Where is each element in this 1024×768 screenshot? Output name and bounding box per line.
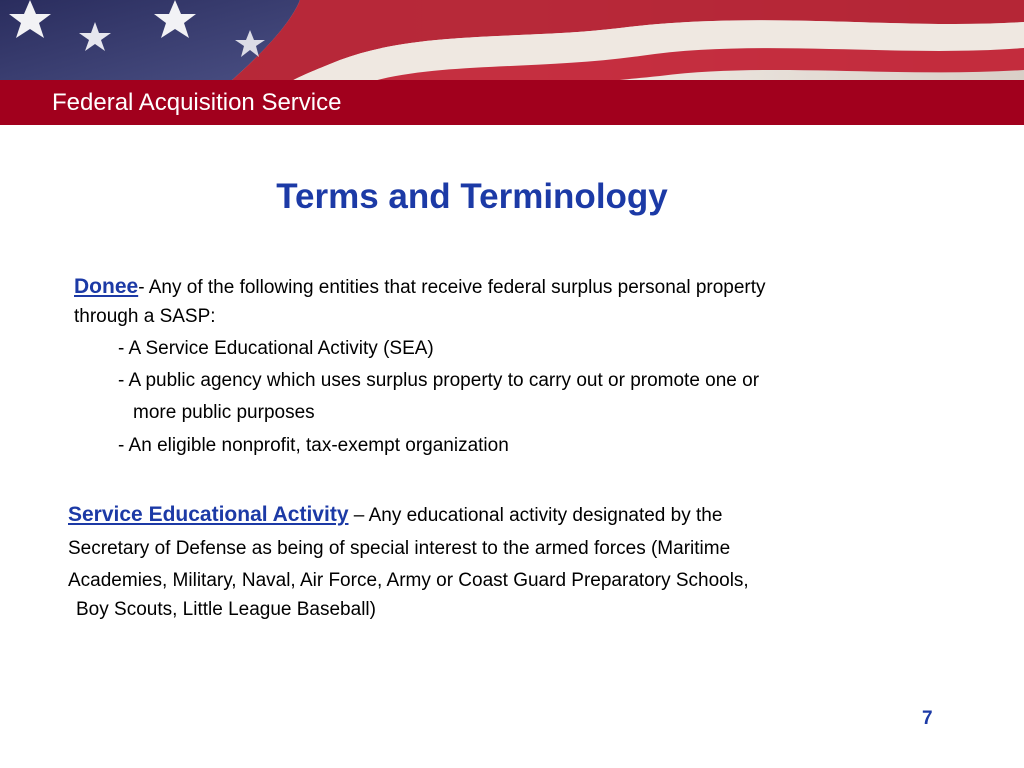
donee-definition-continuation: through a SASP: <box>74 306 216 327</box>
flag-illustration <box>0 0 1024 82</box>
donee-list-item: - A public agency which uses surplus property to carry out or promote one or <box>118 370 760 391</box>
donee-list-item: - A Service Educational Activity (SEA) <box>118 338 434 359</box>
slide-title: Terms and Terminology <box>276 177 668 216</box>
donee-definition-text: - Any of the following entities that receive federal surplus personal property <box>138 277 766 298</box>
donee-definition-line <box>74 276 766 299</box>
page-number: 7 <box>922 708 933 729</box>
agency-title: Federal Acquisition Service <box>52 89 342 116</box>
donee-term: Donee <box>74 275 139 298</box>
sea-definition-line-2: Secretary of Defense as being of special interest to the armed forces (Maritime <box>68 538 731 559</box>
donee-list-item-continuation: more public purposes <box>133 402 315 423</box>
sea-definition-line <box>68 504 722 527</box>
sea-definition-line-4: Boy Scouts, Little League Baseball) <box>76 599 376 620</box>
flag-banner-image <box>0 0 1024 82</box>
donee-list-item: - An eligible nonprofit, tax-exempt organization <box>118 435 509 456</box>
sea-definition-text: – Any educational activity designated by the <box>348 505 723 526</box>
sea-term: Service Educational Activity <box>68 503 349 526</box>
sea-definition-line-3: Academies, Military, Naval, Air Force, Army or Coast Guard Preparatory Schools, <box>68 570 749 591</box>
header-band <box>0 80 1024 125</box>
